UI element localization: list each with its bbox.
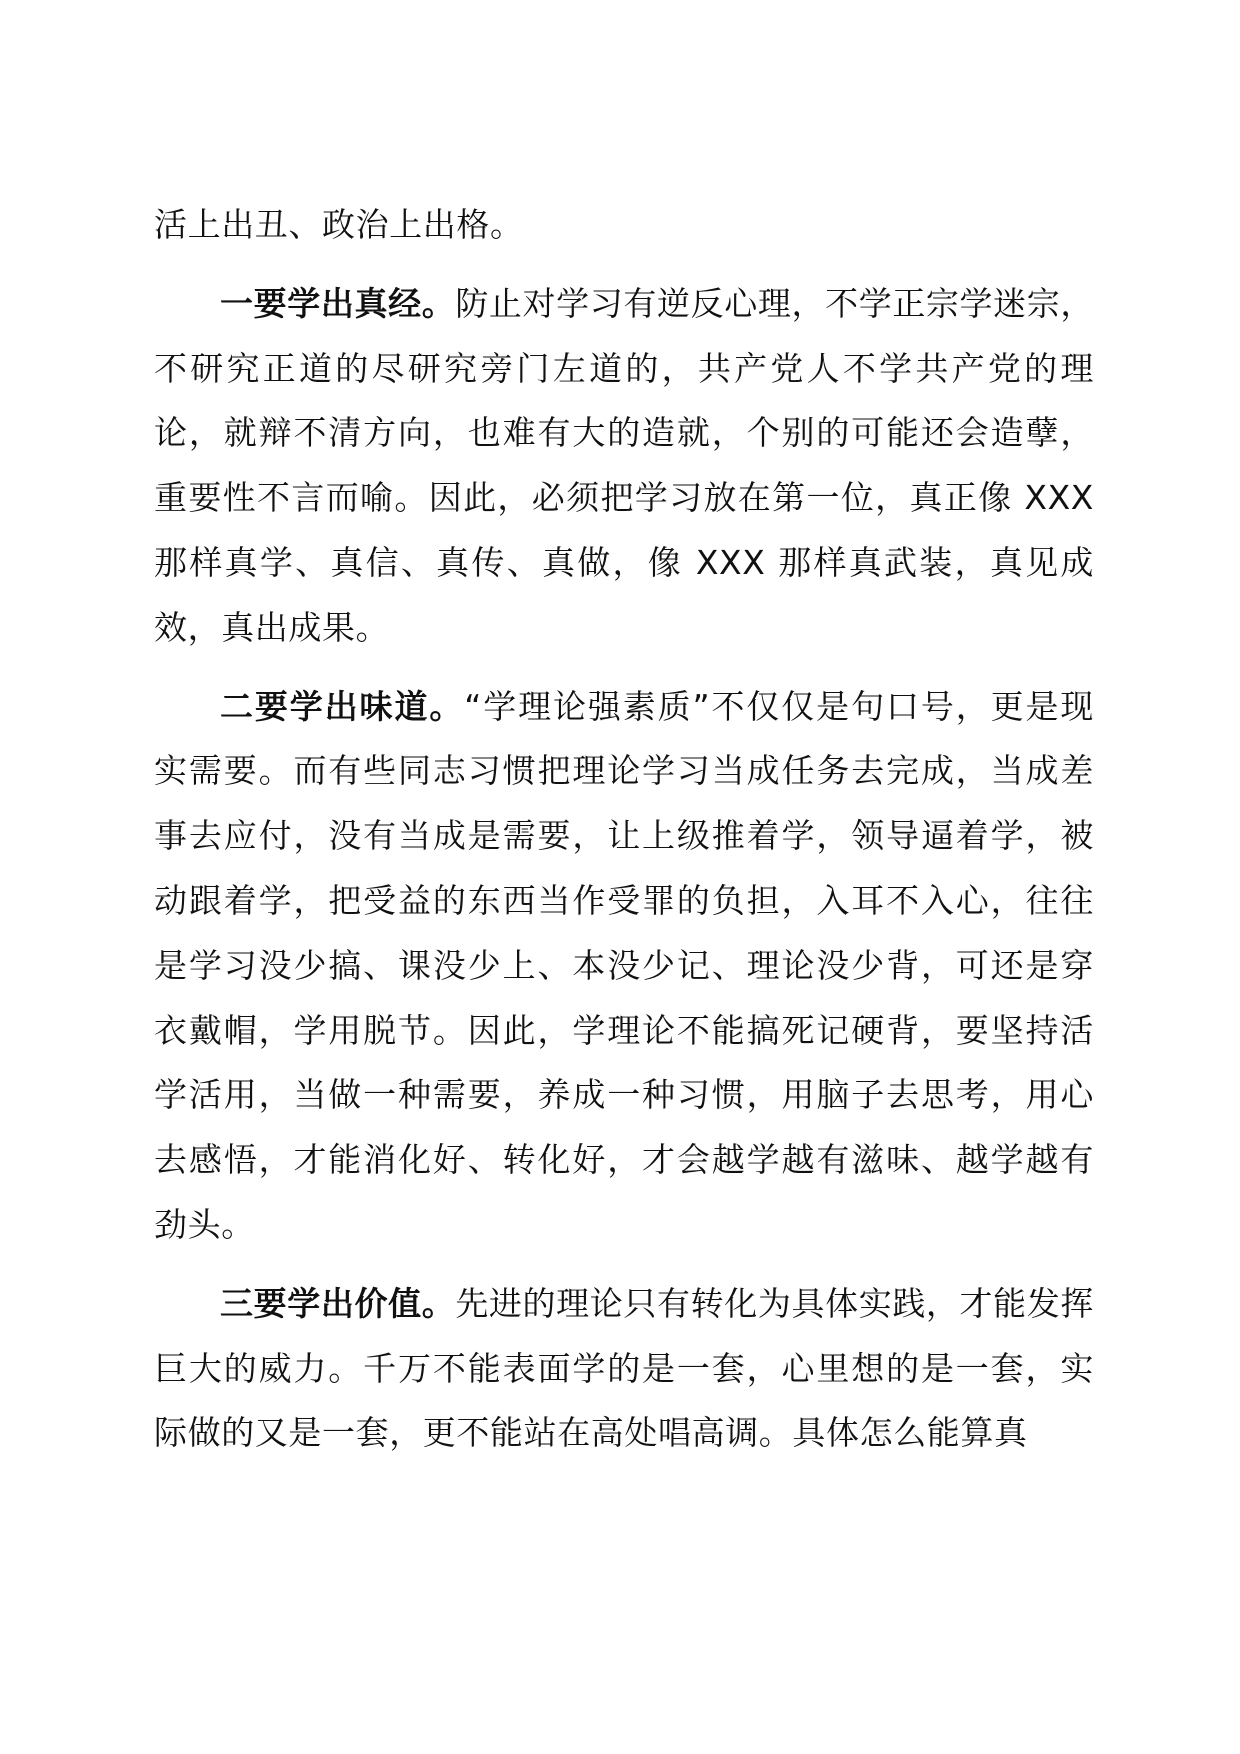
paragraph-lead: 一要学出真经。 [220, 283, 456, 323]
paragraph-text: “学理论强素质”不仅仅是句口号，更是现实需要。而有些同志习惯把理论学习当成任务去完成，当成差事去应付，没有当成是需要，让上级推着学，领导逼着学，被动跟着学，把受益的东西当作受罪的负担，入耳不入心，往往是学习没少搞、课没少上、本没少记、理论没少背，可还是穿衣戴帽，学用脱节。因此，学理论不能搞死记硬背，要坚持活学活用，当做一种需要，养成一种习惯，用脑子去思考，用心去感悟，才能消化好、转化好，才会越学越有滋味、越学越有劲头。 [154, 686, 1094, 1244]
paragraph-text: 先进的理论只有转化为具体实践，才能发挥巨大的威力。千万不能表面学的是一套，心里想的是一套，实际做的又是一套，更不能站在高处唱高调。具体怎么能算真 [154, 1283, 1094, 1453]
paragraph-lead: 二要学出味道。 [220, 686, 465, 726]
paragraph-3 [154, 1272, 1094, 1466]
paragraph-text: 活上出丑、政治上出格。 [154, 205, 524, 244]
paragraph-lead: 三要学出价值。 [220, 1283, 456, 1323]
paragraph-text: 防止对学习有逆反心理，不学正宗学迷宗，不研究正道的尽研究旁门左道的，共产党人不学共产党的理论，就辩不清方向，也难有大的造就，个别的可能还会造孽，重要性不言而喻。因此，必须把学习放在第一位，真正像 XXX 那样真学、真信、真传、真做，像 XXX 那样真武装，真见成效，真出成果。 [154, 283, 1094, 647]
paragraph-continuation [154, 193, 1094, 258]
document-body [154, 193, 1094, 1466]
paragraph-2 [154, 675, 1094, 1258]
paragraph-1 [154, 272, 1094, 661]
